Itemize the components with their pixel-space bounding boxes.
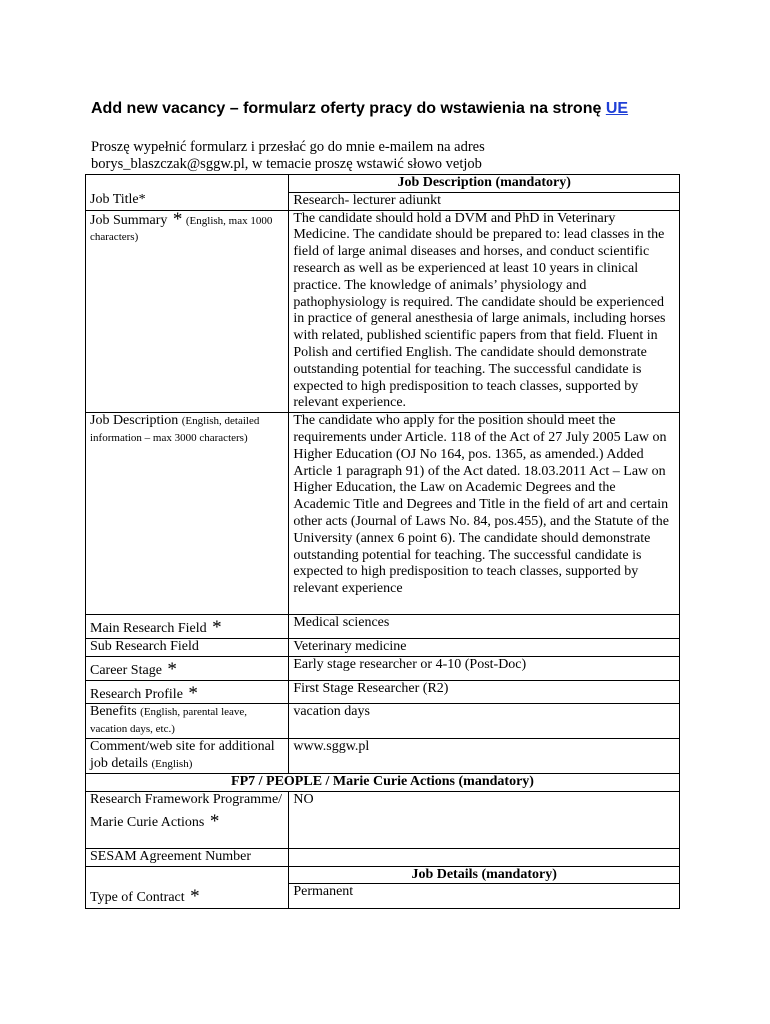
career-stage-value: Early stage researcher or 4-10 (Post-Doc): [289, 656, 680, 680]
benefits-value: vacation days: [289, 704, 680, 739]
section-row: [86, 175, 680, 193]
main-research-field-value: Medical sciences: [289, 615, 680, 639]
required-star: *: [172, 208, 183, 230]
career-stage-label: Career Stage: [90, 662, 162, 678]
sesam-value: [289, 848, 680, 866]
intro-line-1: Proszę wypełnić formularz i przesłać go do mnie e-mailem na adres: [91, 139, 485, 155]
intro-line-2: borys_blaszczak@sggw.pl, w temacie proszę wstawić słowo vetjob: [91, 156, 482, 172]
comment-web-label: Comment/web site for additional job details: [90, 738, 275, 771]
benefits-note: (English, parental leave, vacation days, etc.): [90, 706, 248, 736]
job-description-note: (English, detailed information – max 3000 characters): [90, 415, 260, 444]
required-star: *: [190, 885, 200, 907]
table-row: [86, 704, 680, 739]
table-row: [86, 848, 680, 866]
ue-link[interactable]: UE: [605, 100, 629, 117]
type-of-contract-label-cell: [86, 884, 289, 909]
table-row: [86, 192, 680, 210]
research-profile-label: Research Profile: [90, 686, 183, 702]
comment-web-note: (English): [151, 757, 193, 770]
sesam-label: SESAM Agreement Number: [86, 848, 289, 866]
main-research-field-label-cell: [86, 615, 289, 639]
table-row: [86, 656, 680, 680]
research-profile-value: First Stage Researcher (R2): [289, 680, 680, 704]
job-description-value: The candidate who apply for the position should meet the requirements under Article. 118 of the Act of 27 July 2005 Law on Higher Education (OJ No 164, pos. 1365, as amended.) Added Article 1 paragraph 91) of the Act dated. 18.03.2011 Act – Law on Higher Education, the Law on Academic Degrees and the Academic Title and Degrees and Title in the field of art and certain other acts (Journal of Laws No. 84, pos.455), and the Statute of the University (annex 6 point 6). The candidate should demonstrate outstanding potential for teaching. The successful candidate is expected to high predisposition to teach classes, supported by relevant experience: [289, 413, 680, 615]
page-title-text: Add new vacancy – formularz oferty pracy do wstawienia na stronę: [91, 100, 606, 117]
benefits-label: Benefits: [90, 704, 137, 720]
career-stage-label-cell: [86, 656, 289, 680]
required-star: *: [167, 658, 177, 680]
required-star: *: [212, 617, 222, 639]
job-summary-note: (English, max 1000 characters): [90, 214, 273, 244]
type-of-contract-label: Type of Contract: [90, 889, 185, 905]
marie-curie-label: Marie Curie Actions: [90, 814, 205, 830]
main-research-field-label: Main Research Field: [90, 621, 207, 637]
table-row: [86, 413, 680, 615]
comment-web-value: www.sggw.pl: [289, 738, 680, 773]
job-summary-value: The candidate should hold a DVM and PhD in Veterinary Medicine. The candidate should be prepared to: lead classes in the field of large animal diseases and horses, and conduct scientific research as well as be experienced at least 10 years in clinical practice. The knowledge of animals’ physiology and pathophysiology is required. The candidate should be experienced in practice of general anesthesia of large animals, including horses with related, published scientific papers from that field. Fluent in Polish and certified English. The candidate should demonstrate outstanding potential for teaching. The successful candidate is expected to high predisposition to teach classes, supported by relevant experience.: [289, 210, 680, 413]
sub-research-field-label: Sub Research Field: [86, 638, 289, 656]
research-framework-value: NO: [289, 791, 680, 848]
section-row: [86, 773, 680, 791]
research-framework-label: Research Framework Programme/: [90, 791, 283, 807]
benefits-label-cell: [86, 704, 289, 739]
sub-research-field-value: Veterinary medicine: [289, 638, 680, 656]
section-job-description: Job Description (mandatory): [289, 175, 680, 193]
type-of-contract-value: Permanent: [289, 884, 680, 909]
page-title: [91, 100, 731, 118]
section-fp7: FP7 / PEOPLE / Marie Curie Actions (mandatory): [86, 773, 680, 791]
job-summary-label: Job Summary: [90, 212, 168, 228]
job-title-value: Research- lecturer adiunkt: [289, 192, 680, 210]
required-star: *: [188, 682, 198, 704]
empty-cell: [86, 175, 289, 193]
intro-paragraph: [91, 139, 691, 173]
table-row: [86, 791, 680, 848]
table-row: [86, 615, 680, 639]
research-framework-label-cell: [86, 791, 289, 848]
section-job-details: Job Details (mandatory): [289, 866, 680, 884]
job-description-label-cell: [86, 413, 289, 615]
table-row: [86, 884, 680, 909]
comment-web-label-cell: [86, 738, 289, 773]
job-title-label: Job Title*: [86, 192, 289, 210]
vacancy-form-table: [85, 174, 680, 909]
job-description-label: Job Description: [90, 413, 179, 429]
table-row: [86, 738, 680, 773]
job-summary-label-cell: [86, 210, 289, 413]
empty-cell: [86, 866, 289, 884]
required-star: *: [209, 810, 220, 832]
table-row: [86, 638, 680, 656]
table-row: [86, 210, 680, 413]
research-profile-label-cell: [86, 680, 289, 704]
table-row: [86, 680, 680, 704]
section-row: [86, 866, 680, 884]
